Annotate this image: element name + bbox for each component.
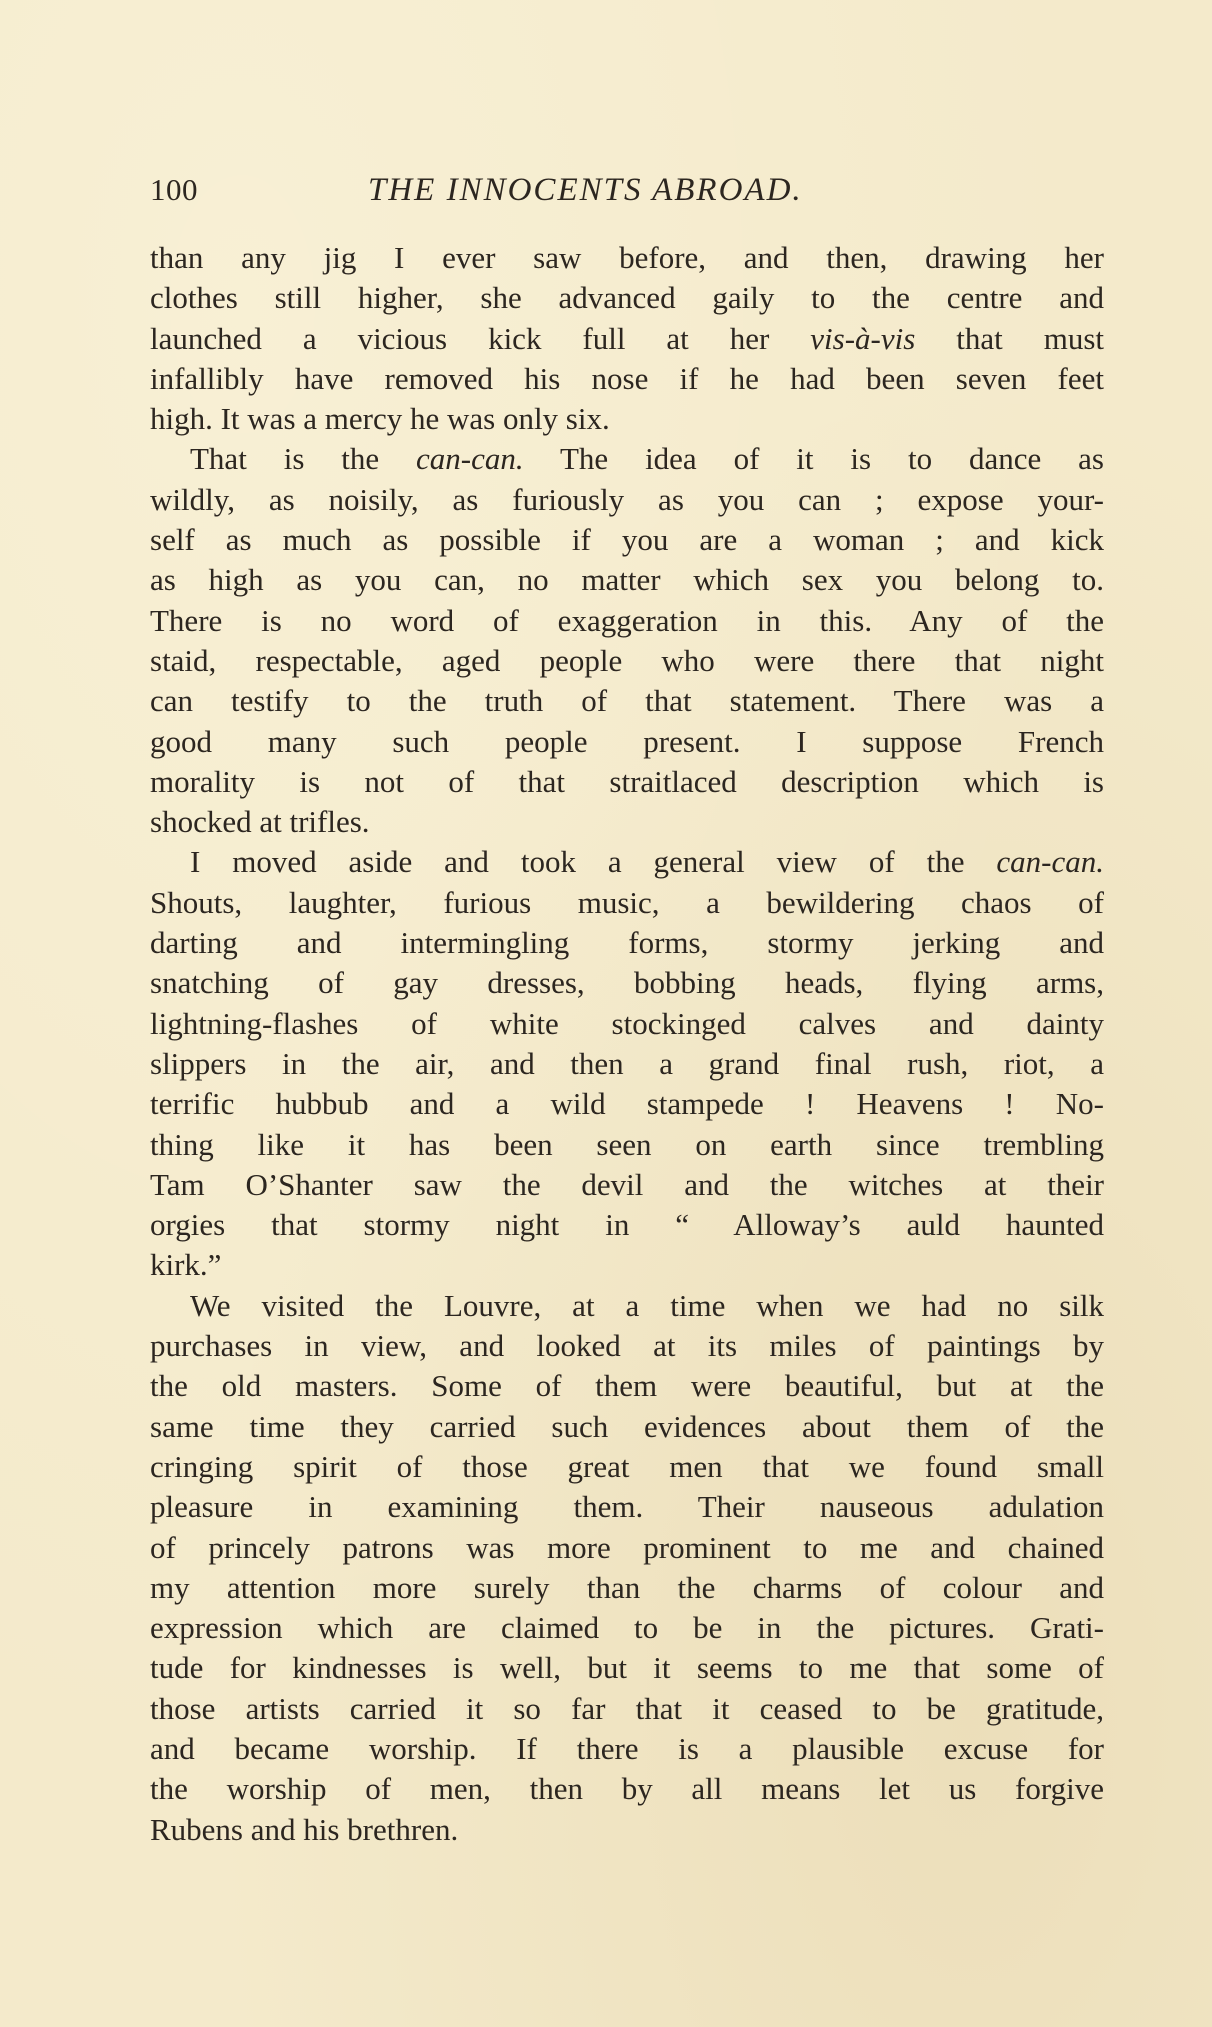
line-text: morality is not of that straitlaced description which is xyxy=(150,763,1104,799)
line-text: as high as you can, no matter which sex you belong to. xyxy=(150,562,1104,598)
text-line xyxy=(150,1487,1104,1527)
line-text: expression which are claimed to be in the pictures. Grati- xyxy=(150,1610,1104,1646)
line-text: infallibly have removed his nose if he had been seven feet xyxy=(150,360,1104,396)
line-text: Shouts, laughter, furious music, a bewildering chaos of xyxy=(150,884,1104,920)
line-text: cringing spirit of those great men that we found small xyxy=(150,1448,1104,1484)
line-text: kirk.” xyxy=(150,1247,222,1283)
text-line xyxy=(150,923,1104,963)
line-text: That is the xyxy=(190,441,417,477)
italic-phrase: can-can. xyxy=(416,441,524,477)
line-text: shocked at trifles. xyxy=(150,804,370,840)
text-line xyxy=(150,520,1104,560)
line-text: darting and intermingling forms, stormy jerking and xyxy=(150,925,1104,961)
line-text: launched a vicious kick full at her xyxy=(150,320,811,356)
line-text: terrific hubbub and a wild stampede ! Heavens ! No- xyxy=(150,1086,1104,1122)
text-line xyxy=(150,238,1104,278)
italic-phrase: vis-à-vis xyxy=(810,320,916,356)
text-line xyxy=(150,762,1104,802)
line-text: than any jig I ever saw before, and then, drawing her xyxy=(150,240,1104,275)
text-line xyxy=(150,319,1104,359)
line-text: of princely patrons was more prominent to me and chained xyxy=(150,1529,1104,1565)
text-line xyxy=(150,1205,1104,1245)
line-text: my attention more surely than the charms of colour and xyxy=(150,1569,1104,1605)
text-line xyxy=(150,1729,1104,1769)
text-line xyxy=(150,1528,1104,1568)
line-text: pleasure in examining them. Their nauseous adulation xyxy=(150,1489,1104,1525)
line-text: Tam O’Shanter saw the devil and the witches at their xyxy=(150,1166,1104,1202)
running-title: THE INNOCENTS ABROAD. xyxy=(368,172,803,208)
line-text: clothes still higher, she advanced gaily to the centre and xyxy=(150,280,1104,316)
italic-phrase: can-can. xyxy=(996,844,1104,880)
line-text: the old masters. Some of them were beautiful, but at the xyxy=(150,1368,1104,1404)
text-line xyxy=(150,963,1104,1003)
text-line xyxy=(150,681,1104,721)
line-text: The idea of it is to dance as xyxy=(523,441,1104,477)
text-line xyxy=(150,1245,1104,1285)
text-line xyxy=(150,480,1104,520)
body-text xyxy=(150,238,1104,1850)
text-line xyxy=(150,1366,1104,1406)
line-text: staid, respectable, aged people who were there that night xyxy=(150,642,1104,678)
text-line xyxy=(150,278,1104,318)
line-text: There is no word of exaggeration in this. Any of the xyxy=(150,602,1104,638)
line-text: purchases in view, and looked at its miles of paintings by xyxy=(150,1328,1104,1364)
text-line xyxy=(150,601,1104,641)
line-text: self as much as possible if you are a woman ; and kick xyxy=(150,522,1104,558)
text-line xyxy=(150,1084,1104,1124)
line-text: lightning-flashes of white stockinged calves and dainty xyxy=(150,1005,1104,1041)
line-text: wildly, as noisily, as furiously as you can ; expose your- xyxy=(150,481,1104,517)
text-line xyxy=(150,1689,1104,1729)
text-line xyxy=(150,439,1104,479)
text-line xyxy=(150,1407,1104,1447)
text-line xyxy=(150,1568,1104,1608)
text-line xyxy=(150,1125,1104,1165)
text-line xyxy=(150,1165,1104,1205)
text-line xyxy=(150,883,1104,923)
line-text: that must xyxy=(915,320,1105,356)
text-line xyxy=(150,722,1104,762)
text-line xyxy=(150,1608,1104,1648)
line-text: tude for kindnesses is well, but it seems to me that some of xyxy=(150,1650,1104,1686)
line-text: same time they carried such evidences about them of the xyxy=(150,1408,1104,1444)
line-text: the worship of men, then by all means let us forgive xyxy=(150,1771,1104,1807)
line-text: can testify to the truth of that statement. There was a xyxy=(150,683,1104,719)
text-line xyxy=(150,399,1104,439)
text-line xyxy=(150,1004,1104,1044)
text-line xyxy=(150,359,1104,399)
text-line xyxy=(150,1044,1104,1084)
running-head xyxy=(150,172,1104,212)
text-line xyxy=(150,1326,1104,1366)
line-text: We visited the Louvre, at a time when we had no silk xyxy=(190,1287,1104,1323)
line-text: good many such people present. I suppose French xyxy=(150,723,1104,759)
line-text: I moved aside and took a general view of the xyxy=(190,844,997,880)
line-text: thing like it has been seen on earth since trembling xyxy=(150,1126,1104,1162)
text-line xyxy=(150,1810,1104,1850)
line-text: and became worship. If there is a plausible excuse for xyxy=(150,1730,1104,1766)
text-line xyxy=(150,802,1104,842)
line-text: those artists carried it so far that it ceased to be gratitude, xyxy=(150,1690,1104,1726)
text-line xyxy=(150,1648,1104,1688)
text-line xyxy=(150,560,1104,600)
line-text: orgies that stormy night in “ Alloway’s auld haunted xyxy=(150,1207,1104,1243)
line-text: slippers in the air, and then a grand final rush, riot, a xyxy=(150,1045,1104,1081)
text-line xyxy=(150,1769,1104,1809)
page-number: 100 xyxy=(150,172,198,207)
text-line xyxy=(150,842,1104,882)
line-text: Rubens and his brethren. xyxy=(150,1811,459,1847)
text-line xyxy=(150,1286,1104,1326)
text-line xyxy=(150,1447,1104,1487)
text-line xyxy=(150,641,1104,681)
line-text: snatching of gay dresses, bobbing heads, flying arms, xyxy=(150,965,1104,1001)
line-text: high. It was a mercy he was only six. xyxy=(150,401,610,437)
